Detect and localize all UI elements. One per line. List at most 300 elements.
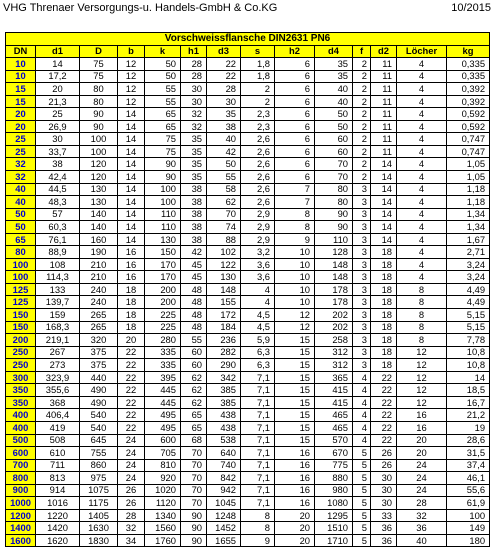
table-cell: 440 <box>80 371 118 384</box>
table-cell: 168,3 <box>36 321 80 334</box>
table-cell: 7,1 <box>241 384 275 397</box>
table-cell: 100 <box>145 196 181 209</box>
table-cell: 12 <box>397 384 447 397</box>
table-cell: 120 <box>80 158 118 171</box>
table-row <box>6 271 490 284</box>
table-cell: 0,592 <box>447 120 490 133</box>
table-row <box>6 421 490 434</box>
table-cell: 90 <box>315 221 353 234</box>
table-title-row <box>6 33 490 46</box>
table-cell: 140 <box>80 221 118 234</box>
table-cell: 8 <box>397 334 447 347</box>
table-cell: 30 <box>181 83 207 96</box>
table-cell: 14 <box>371 171 397 184</box>
table-cell: 1,8 <box>241 58 275 71</box>
dn-cell: 100 <box>6 258 36 271</box>
dn-cell: 15 <box>6 95 36 108</box>
table-cell: 1420 <box>36 522 80 535</box>
table-cell: 22 <box>118 346 145 359</box>
table-cell: 2 <box>353 58 371 71</box>
table-row <box>6 145 490 158</box>
table-cell: 18 <box>371 321 397 334</box>
table-cell: 18 <box>371 346 397 359</box>
table-row <box>6 484 490 497</box>
table-cell: 2 <box>353 133 371 146</box>
table-cell: 178 <box>315 296 353 309</box>
table-cell: 22 <box>118 409 145 422</box>
table-cell: 775 <box>315 459 353 472</box>
table-cell: 5 <box>353 484 371 497</box>
table-row <box>6 409 490 422</box>
table-cell: 3 <box>353 196 371 209</box>
table-cell: 160 <box>80 233 118 246</box>
dn-cell: 25 <box>6 145 36 158</box>
table-cell: 122 <box>207 258 241 271</box>
table-cell: 88 <box>207 233 241 246</box>
table-cell: 60 <box>181 346 207 359</box>
table-cell: 6,3 <box>241 359 275 372</box>
table-row <box>6 384 490 397</box>
table-cell: 15 <box>275 346 315 359</box>
table-cell: 1510 <box>315 522 353 535</box>
table-cell: 5 <box>353 534 371 547</box>
table-row <box>6 221 490 234</box>
table-cell: 4 <box>397 246 447 259</box>
table-cell: 55,6 <box>447 484 490 497</box>
table-cell: 40 <box>315 95 353 108</box>
table-cell: 70 <box>181 484 207 497</box>
table-cell: 8 <box>275 221 315 234</box>
table-cell: 6 <box>275 171 315 184</box>
table-row <box>6 183 490 196</box>
table-cell: 0,747 <box>447 133 490 146</box>
table-cell: 68 <box>181 434 207 447</box>
table-cell: 445 <box>145 384 181 397</box>
table-cell: 12 <box>397 396 447 409</box>
table-row <box>6 70 490 83</box>
table-cell: 980 <box>315 484 353 497</box>
dn-cell: 250 <box>6 346 36 359</box>
table-row <box>6 534 490 547</box>
table-cell: 14 <box>118 233 145 246</box>
table-cell: 4 <box>353 421 371 434</box>
table-cell: 4 <box>397 70 447 83</box>
dn-cell: 300 <box>6 371 36 384</box>
table-cell: 4 <box>397 133 447 146</box>
column-header-row <box>6 45 490 58</box>
table-cell: 0,335 <box>447 58 490 71</box>
table-cell: 813 <box>36 472 80 485</box>
table-cell: 133 <box>36 283 80 296</box>
table-cell: 15 <box>275 384 315 397</box>
table-cell: 22 <box>118 421 145 434</box>
table-cell: 15 <box>275 434 315 447</box>
table-cell: 419 <box>36 421 80 434</box>
table-cell: 14 <box>447 371 490 384</box>
table-cell: 102 <box>207 246 241 259</box>
table-cell: 1452 <box>207 522 241 535</box>
table-cell: 120 <box>80 171 118 184</box>
table-cell: 24 <box>118 434 145 447</box>
table-row <box>6 258 490 271</box>
table-cell: 810 <box>145 459 181 472</box>
table-cell: 50 <box>207 158 241 171</box>
table-cell: 14 <box>371 233 397 246</box>
table-cell: 50 <box>315 108 353 121</box>
table-cell: 38 <box>181 221 207 234</box>
table-cell: 108 <box>36 258 80 271</box>
table-cell: 2 <box>353 171 371 184</box>
table-cell: 6 <box>275 158 315 171</box>
table-cell: 32 <box>397 509 447 522</box>
table-cell: 48 <box>181 283 207 296</box>
table-cell: 20 <box>275 534 315 547</box>
dn-cell: 700 <box>6 459 36 472</box>
column-header: s <box>241 45 275 58</box>
table-cell: 36 <box>371 534 397 547</box>
table-cell: 50 <box>145 70 181 83</box>
table-cell: 6 <box>275 58 315 71</box>
table-cell: 60 <box>181 359 207 372</box>
table-cell: 20 <box>275 522 315 535</box>
table-cell: 70 <box>181 447 207 460</box>
table-cell: 290 <box>207 359 241 372</box>
table-cell: 711 <box>36 459 80 472</box>
table-cell: 4 <box>397 196 447 209</box>
table-cell: 80 <box>315 196 353 209</box>
table-cell: 570 <box>315 434 353 447</box>
table-cell: 4 <box>397 120 447 133</box>
column-header: D <box>80 45 118 58</box>
table-cell: 10,8 <box>447 359 490 372</box>
table-cell: 4 <box>353 384 371 397</box>
table-cell: 50 <box>315 120 353 133</box>
table-cell: 6 <box>275 95 315 108</box>
table-cell: 38 <box>207 120 241 133</box>
table-cell: 22 <box>371 421 397 434</box>
table-cell: 1,18 <box>447 196 490 209</box>
table-cell: 28 <box>181 58 207 71</box>
table-cell: 14 <box>118 183 145 196</box>
table-cell: 219,1 <box>36 334 80 347</box>
table-cell: 10 <box>275 283 315 296</box>
column-header: h1 <box>181 45 207 58</box>
table-cell: 1630 <box>80 522 118 535</box>
table-cell: 320 <box>80 334 118 347</box>
table-cell: 28,6 <box>447 434 490 447</box>
table-cell: 14 <box>36 58 80 71</box>
dn-cell: 1200 <box>6 509 36 522</box>
table-cell: 12 <box>275 309 315 322</box>
dn-cell: 500 <box>6 434 36 447</box>
table-cell: 16 <box>118 271 145 284</box>
table-cell: 19 <box>447 421 490 434</box>
table-cell: 38 <box>181 233 207 246</box>
table-cell: 1560 <box>145 522 181 535</box>
table-cell: 180 <box>447 534 490 547</box>
dn-cell: 150 <box>6 309 36 322</box>
table-cell: 22 <box>371 409 397 422</box>
table-cell: 445 <box>145 396 181 409</box>
table-cell: 395 <box>145 371 181 384</box>
table-cell: 11 <box>371 95 397 108</box>
dn-cell: 150 <box>6 321 36 334</box>
table-cell: 755 <box>80 447 118 460</box>
table-row <box>6 233 490 246</box>
table-cell: 28 <box>181 70 207 83</box>
table-cell: 0,592 <box>447 108 490 121</box>
table-cell: 3 <box>353 359 371 372</box>
table-cell: 0,747 <box>447 145 490 158</box>
dn-cell: 40 <box>6 196 36 209</box>
table-cell: 6 <box>275 70 315 83</box>
table-cell: 8 <box>397 321 447 334</box>
column-header: b <box>118 45 145 58</box>
table-row <box>6 95 490 108</box>
table-cell: 323,9 <box>36 371 80 384</box>
table-cell: 4 <box>397 108 447 121</box>
table-cell: 30 <box>371 497 397 510</box>
table-cell: 11 <box>371 70 397 83</box>
table-cell: 3 <box>353 296 371 309</box>
table-cell: 90 <box>145 158 181 171</box>
table-cell: 7,1 <box>241 396 275 409</box>
table-cell: 705 <box>145 447 181 460</box>
table-cell: 74 <box>207 221 241 234</box>
table-cell: 200 <box>145 283 181 296</box>
table-cell: 942 <box>207 484 241 497</box>
table-cell: 75 <box>145 145 181 158</box>
table-cell: 18 <box>118 321 145 334</box>
table-row <box>6 359 490 372</box>
table-cell: 2,6 <box>241 133 275 146</box>
table-cell: 11 <box>371 120 397 133</box>
table-cell: 28 <box>207 83 241 96</box>
table-cell: 14 <box>118 171 145 184</box>
table-cell: 42 <box>207 145 241 158</box>
table-cell: 1340 <box>145 509 181 522</box>
table-cell: 1710 <box>315 534 353 547</box>
dn-cell: 32 <box>6 171 36 184</box>
table-cell: 32 <box>181 108 207 121</box>
company-name: VHG Threnaer Versorgungs-u. Handels-GmbH & Co.KG <box>3 2 278 14</box>
dn-cell: 125 <box>6 283 36 296</box>
dn-cell: 100 <box>6 271 36 284</box>
table-cell: 20 <box>118 334 145 347</box>
table-cell: 58 <box>207 183 241 196</box>
table-cell: 1080 <box>315 497 353 510</box>
table-cell: 842 <box>207 472 241 485</box>
table-cell: 1,18 <box>447 183 490 196</box>
dn-cell: 800 <box>6 472 36 485</box>
table-row <box>6 133 490 146</box>
table-cell: 100 <box>447 509 490 522</box>
table-cell: 22 <box>371 434 397 447</box>
table-cell: 90 <box>80 120 118 133</box>
table-cell: 20 <box>36 83 80 96</box>
dn-cell: 20 <box>6 120 36 133</box>
table-cell: 2 <box>353 145 371 158</box>
table-cell: 149 <box>447 522 490 535</box>
table-cell: 3 <box>353 271 371 284</box>
table-row <box>6 497 490 510</box>
table-cell: 22 <box>371 371 397 384</box>
table-cell: 280 <box>145 334 181 347</box>
table-cell: 42,4 <box>36 171 80 184</box>
table-row <box>6 309 490 322</box>
table-cell: 240 <box>80 296 118 309</box>
table-cell: 40 <box>207 133 241 146</box>
dn-cell: 80 <box>6 246 36 259</box>
table-cell: 130 <box>80 196 118 209</box>
table-cell: 6 <box>275 83 315 96</box>
table-cell: 55 <box>145 83 181 96</box>
table-cell: 62 <box>181 396 207 409</box>
table-cell: 26 <box>118 497 145 510</box>
table-cell: 14 <box>371 158 397 171</box>
table-row <box>6 208 490 221</box>
table-cell: 55 <box>145 95 181 108</box>
table-cell: 258 <box>315 334 353 347</box>
table-cell: 2,6 <box>241 196 275 209</box>
table-cell: 21,2 <box>447 409 490 422</box>
table-cell: 5 <box>353 472 371 485</box>
table-cell: 7,1 <box>241 459 275 472</box>
table-cell: 210 <box>80 258 118 271</box>
table-cell: 24 <box>397 459 447 472</box>
table-cell: 265 <box>80 321 118 334</box>
table-cell: 24 <box>397 484 447 497</box>
table-cell: 14 <box>371 208 397 221</box>
table-cell: 495 <box>145 409 181 422</box>
table-cell: 2 <box>353 95 371 108</box>
table-cell: 140 <box>80 208 118 221</box>
table-cell: 14 <box>118 221 145 234</box>
table-cell: 40 <box>397 534 447 547</box>
table-cell: 18 <box>118 309 145 322</box>
table-cell: 3 <box>353 309 371 322</box>
table-cell: 50 <box>145 58 181 71</box>
table-cell: 80 <box>80 83 118 96</box>
table-cell: 2,3 <box>241 108 275 121</box>
table-cell: 8 <box>241 522 275 535</box>
dn-cell: 20 <box>6 108 36 121</box>
table-cell: 35 <box>181 145 207 158</box>
table-cell: 60 <box>315 133 353 146</box>
dn-cell: 32 <box>6 158 36 171</box>
table-cell: 335 <box>145 359 181 372</box>
table-cell: 335 <box>145 346 181 359</box>
table-cell: 1760 <box>145 534 181 547</box>
table-cell: 10 <box>275 246 315 259</box>
table-cell: 225 <box>145 321 181 334</box>
table-cell: 3,24 <box>447 258 490 271</box>
table-title: Vorschweissflansche DIN2631 PN6 <box>6 33 490 46</box>
dn-cell: 200 <box>6 334 36 347</box>
table-cell: 3,6 <box>241 258 275 271</box>
table-cell: 8 <box>397 309 447 322</box>
table-cell: 4 <box>353 434 371 447</box>
table-cell: 16 <box>275 472 315 485</box>
table-cell: 7 <box>275 183 315 196</box>
table-row <box>6 83 490 96</box>
dn-cell: 65 <box>6 233 36 246</box>
table-body <box>6 58 490 547</box>
table-row <box>6 171 490 184</box>
table-cell: 1016 <box>36 497 80 510</box>
table-cell: 3 <box>353 208 371 221</box>
table-cell: 3,24 <box>447 271 490 284</box>
page-header <box>0 0 494 20</box>
table-cell: 495 <box>145 421 181 434</box>
table-cell: 4 <box>397 58 447 71</box>
table-cell: 12 <box>397 359 447 372</box>
table-cell: 2,9 <box>241 208 275 221</box>
table-cell: 55 <box>181 334 207 347</box>
table-cell: 0,392 <box>447 83 490 96</box>
table-cell: 36 <box>397 522 447 535</box>
table-cell: 76,1 <box>36 233 80 246</box>
table-cell: 4 <box>241 283 275 296</box>
table-cell: 1620 <box>36 534 80 547</box>
table-cell: 24 <box>118 472 145 485</box>
table-cell: 385 <box>207 396 241 409</box>
table-cell: 110 <box>145 208 181 221</box>
table-cell: 355,6 <box>36 384 80 397</box>
table-cell: 36 <box>371 522 397 535</box>
table-cell: 15 <box>275 421 315 434</box>
table-cell: 1,8 <box>241 70 275 83</box>
table-cell: 4 <box>353 409 371 422</box>
table-cell: 4 <box>397 171 447 184</box>
document-date: 10/2015 <box>451 2 491 14</box>
table-cell: 14 <box>118 196 145 209</box>
table-cell: 1220 <box>36 509 80 522</box>
table-row <box>6 434 490 447</box>
dn-cell: 125 <box>6 296 36 309</box>
table-cell: 15 <box>275 409 315 422</box>
table-cell: 5 <box>353 459 371 472</box>
table-cell: 130 <box>207 271 241 284</box>
table-cell: 90 <box>181 509 207 522</box>
column-header: d3 <box>207 45 241 58</box>
table-cell: 45 <box>181 271 207 284</box>
table-cell: 14 <box>118 133 145 146</box>
table-cell: 7,1 <box>241 421 275 434</box>
table-cell: 240 <box>80 283 118 296</box>
table-cell: 26 <box>371 459 397 472</box>
table-cell: 2 <box>241 95 275 108</box>
table-cell: 4 <box>397 95 447 108</box>
table-cell: 10 <box>275 271 315 284</box>
table-cell: 25 <box>36 108 80 121</box>
dn-cell: 40 <box>6 183 36 196</box>
table-cell: 16,7 <box>447 396 490 409</box>
table-cell: 14 <box>371 183 397 196</box>
table-cell: 35 <box>315 70 353 83</box>
table-cell: 14 <box>118 120 145 133</box>
table-cell: 914 <box>36 484 80 497</box>
table-cell: 312 <box>315 346 353 359</box>
table-cell: 3 <box>353 233 371 246</box>
dn-cell: 50 <box>6 208 36 221</box>
table-cell: 45 <box>181 258 207 271</box>
table-cell: 16 <box>118 246 145 259</box>
table-cell: 90 <box>181 534 207 547</box>
table-cell: 38 <box>181 183 207 196</box>
table-cell: 3 <box>353 283 371 296</box>
table-cell: 12 <box>118 70 145 83</box>
